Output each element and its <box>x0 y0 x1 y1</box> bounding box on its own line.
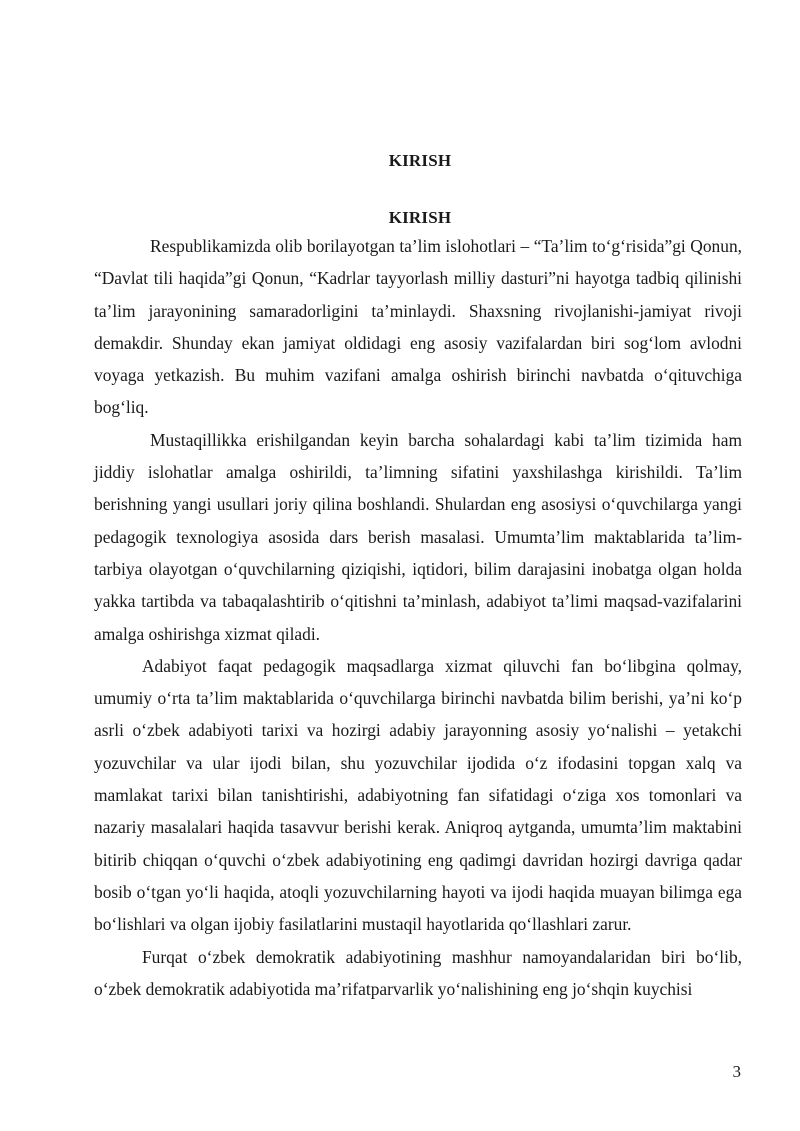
paragraph-2: Mustaqillikka erishilgandan keyin barcha sohalardagi kabi ta’lim tizimida ham jiddiy islohatlar amalga oshirildi, ta’limning sifatini yaxshilashga kirishildi. Ta’lim berishning yangi usullari joriy qilina boshlandi. Shulardan eng asosiysi o‘quvchilarga yangi pedagogik texnologiya asosida dars berish masalasi. Umumta’lim maktablarida ta’lim-tarbiya olayotgan o‘quvchilarning qiziqishi, iqtidori, bilim darajasini inobatga olgan holda yakka tartibda va tabaqalashtirib o‘qitishni ta’minlash, adabiyot ta’limi maqsad-vazifalarini amalga oshirishga xizmat qiladi. <box>94 429 742 644</box>
section-heading-repeat: KIRISH <box>388 208 452 227</box>
section-heading: KIRISH <box>388 151 452 170</box>
paragraph-1: Respublikamizda olib borilayotgan ta’lim islohotlari – “Ta’lim to‘g‘risida”gi Qonun, “Davlat tili haqida”gi Qonun, “Kadrlar tayyorlash milliy dasturi”ni hayotga tadbiq qilinishi ta’lim jarayonining samaradorligini ta’minlaydi. Shaxsning rivojlanishi-jamiyat rivoji demakdir. Shunday ekan jamiyat oldidagi eng asosiy vazifalardan biri sog‘lom avlodni voyaga yetkazish. Bu muhim vazifani amalga oshirish birinchi navbatda o‘qituvchiga bog‘liq. <box>94 236 742 418</box>
page-number: 3 <box>732 1062 741 1081</box>
paragraph-3: Adabiyot faqat pedagogik maqsadlarga xizmat qiluvchi fan bo‘libgina qolmay, umumiy o‘rta ta’lim maktablarida o‘quvchilarga birinchi navbatda bilim berishi, ya’ni ko‘p asrli o‘zbek adabiyoti tarixi va hozirgi adabiy jarayonning asosiy yo‘nalishi – yetakchi yozuvchilar va ular ijodi bilan, shu yozuvchilar ijodida o‘z ifodasini topgan xalq va mamlakat tarixi bilan tanishtirishi, adabiyotning fan sifatidagi o‘ziga xos tomonlari va nazariy masalalari haqida tasavvur berishi kerak. Aniqroq aytganda, umumta’lim maktabini bitirib chiqqan o‘quvchi o‘zbek adabiyotining eng qadimgi davridan hozirgi davriga qadar bosib o‘tgan yo‘li haqida, atoqli yozuvchilarning hayoti va ijodi haqida muayan bilimga ega bo‘lishlari va olgan ijobiy fasilatlarini mustaqil hayotlarida qo‘llashlari zarur. <box>94 655 742 935</box>
paragraph-4: Furqat o‘zbek demokratik adabiyotining mashhur namoyandalaridan biri bo‘lib, o‘zbek demokratik adabiyotida ma’rifatparvarlik yo‘nalishining eng jo‘shqin kuychisi <box>94 946 742 999</box>
body-text <box>94 230 742 1005</box>
